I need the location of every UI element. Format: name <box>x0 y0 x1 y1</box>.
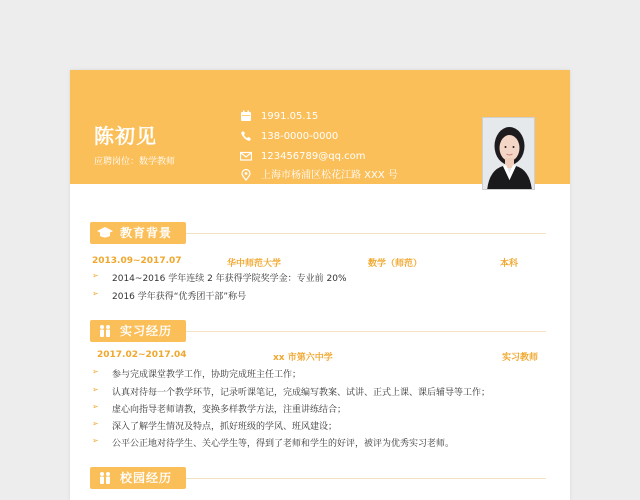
campus-title: 校园经历 <box>120 471 173 485</box>
education-section-title <box>90 222 186 244</box>
internship-period: 2017.02~2017.04 <box>97 350 187 360</box>
resume-header <box>70 70 570 184</box>
applied-position: 应聘岗位：数学教师 <box>94 157 176 167</box>
birthday-text: 1991.05.15 <box>261 111 319 122</box>
location-icon <box>240 169 252 181</box>
internship-section-title <box>90 320 186 342</box>
bullet-arrow-icon: ➢ <box>92 367 99 376</box>
address-text: 上海市杨浦区松花江路 XXX 号 <box>261 170 398 181</box>
education-period: 2013.09~2017.07 <box>92 256 182 266</box>
bullet-arrow-icon: ➢ <box>92 402 99 411</box>
candidate-name: 陈初见 <box>94 124 157 148</box>
profile-photo <box>482 117 535 190</box>
divider <box>186 331 546 332</box>
bullet-arrow-icon: ➢ <box>92 289 99 298</box>
bullet-arrow-icon: ➢ <box>92 385 99 394</box>
resume-page: 陈初见 应聘岗位：数学教师 1991.05.15 138-0000-0000 123456789@qq.com 上海市杨浦区松花江路 XXX 号 教育背景 2013.09~2017.07 华中师范大学 数学（师范） 本科 ➢ 2014~2016 学年连续 2 年获得学院奖学金：专业前 20% ➢ 2016 学年获得“优秀团干部”称号 实习经历 2017.02~2017.04 xx 市第六中学 实习教师 ➢ 参与完成课堂教学工作，协助完成班主任工作； ➢ 认真对待每一个教学环节，记录听课笔记，完成编写教案、试讲、正式上课、课后辅导等工作； ➢ 虚心向指导老师请教，变换多样教学方法，注重讲练结合； ➢ 深入了解学生情况及特点，抓好班级的学风、班风建设； ➢ 公平公正地对待学生、关心学生等，得到了老师和学生的好评，被评为优秀实习老师。 校园经历 <box>70 70 570 500</box>
bullet-arrow-icon: ➢ <box>92 436 99 445</box>
people-icon <box>97 472 113 484</box>
bullet-arrow-icon: ➢ <box>92 419 99 428</box>
phone-icon <box>240 130 252 142</box>
people-icon <box>97 325 113 337</box>
education-title: 教育背景 <box>120 226 173 240</box>
education-school: 华中师范大学 <box>227 259 282 269</box>
email-text: 123456789@qq.com <box>261 151 366 162</box>
calendar-icon <box>240 110 252 122</box>
bullet-arrow-icon: ➢ <box>92 271 99 280</box>
education-major: 数学（师范） <box>368 259 423 269</box>
internship-org: xx 市第六中学 <box>273 353 333 363</box>
divider <box>186 233 546 234</box>
internship-position: 实习教师 <box>502 353 539 363</box>
phone-text: 138-0000-0000 <box>261 131 339 142</box>
mail-icon <box>240 150 252 162</box>
internship-title: 实习经历 <box>120 324 173 338</box>
graduation-icon <box>97 227 113 239</box>
campus-section-title <box>90 467 186 489</box>
education-degree: 本科 <box>500 259 519 269</box>
divider <box>186 478 546 479</box>
